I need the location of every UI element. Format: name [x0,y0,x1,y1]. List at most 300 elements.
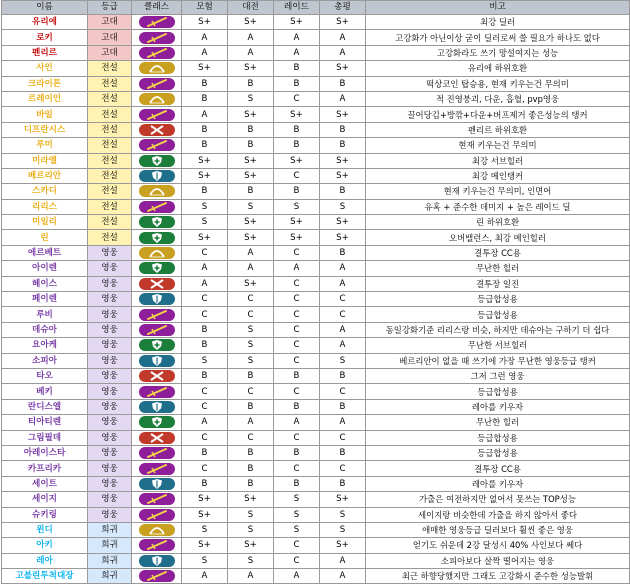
note: 끌어당김+방깎+다운+버프제거 좋은성능의 탱커 [366,107,630,122]
pvp-rating: B [228,184,274,199]
class-badge [139,16,175,28]
hero-class [132,476,182,491]
note: 유리에 하위호환 [366,61,630,76]
header-note: 비고 [366,1,630,15]
raid-rating: C [274,322,320,337]
adventure-rating: A [182,30,228,45]
hero-class [132,507,182,522]
hero-class [132,30,182,45]
hero-class [132,168,182,183]
overall-rating: A [320,553,366,568]
overall-rating: C [320,292,366,307]
adventure-rating: S [182,522,228,537]
hero-class [132,122,182,137]
hero-grade: 영웅 [88,292,132,307]
hero-name: 베키 [2,384,88,399]
class-badge [139,93,175,105]
adventure-rating: C [182,307,228,322]
hero-name: 로키 [2,30,88,45]
class-badge [139,232,175,244]
pvp-rating: S+ [228,276,274,291]
class-badge [139,555,175,567]
note: 린 하위호환 [366,215,630,230]
hero-grade: 전설 [88,230,132,245]
hero-name: 타오 [2,368,88,383]
pvp-rating: S+ [228,215,274,230]
pvp-rating: C [228,384,274,399]
note: 레아를 키우자 [366,399,630,414]
hero-name: 리리스 [2,199,88,214]
hero-grade: 고대 [88,30,132,45]
raid-rating: S+ [274,153,320,168]
class-badge [139,309,175,321]
raid-rating: S+ [274,15,320,30]
hero-name: 소피아 [2,353,88,368]
hero-class [132,338,182,353]
pvp-rating: A [228,30,274,45]
hero-name: 크라이튼 [2,76,88,91]
overall-rating: A [320,276,366,291]
overall-rating: S+ [320,107,366,122]
overall-rating: S+ [320,492,366,507]
pvp-rating: B [228,368,274,383]
class-badge [139,109,175,121]
note: 고강화라도 쓰기 망설여지는 성능 [366,45,630,60]
hero-grade: 영웅 [88,492,132,507]
overall-rating: S+ [320,153,366,168]
class-badge [139,478,175,490]
hero-name: 르레이인 [2,91,88,106]
pvp-rating: A [228,45,274,60]
table-row [2,553,630,568]
adventure-rating: A [182,45,228,60]
table-row [2,91,630,106]
table-row [2,215,630,230]
hero-class [132,230,182,245]
adventure-rating: A [182,107,228,122]
hero-class [132,399,182,414]
overall-rating: S [320,507,366,522]
raid-rating: B [274,138,320,153]
table-row [2,445,630,460]
pvp-rating: B [228,476,274,491]
hero-class [132,276,182,291]
class-badge [139,493,175,505]
raid-rating: B [274,399,320,414]
note: 최강 메인탱커 [366,168,630,183]
note: 무난한 서브힐러 [366,338,630,353]
table-row [2,138,630,153]
note: 그저 그런 영웅 [366,368,630,383]
adventure-rating: S+ [182,538,228,553]
hero-class [132,307,182,322]
table-row [2,45,630,60]
note: 적 진영붕괴, 다운, 흡혈, pvp영웅 [366,91,630,106]
overall-rating: B [320,445,366,460]
class-badge [139,386,175,398]
hero-class [132,445,182,460]
class-badge [139,185,175,197]
note: 떡상코인 탑승용, 현재 키우는건 무의미 [366,76,630,91]
class-badge [139,155,175,167]
class-badge [139,216,175,228]
note: 현재 키우는건 무의미, 인면어 [366,184,630,199]
note: 최근 하향당했지만 그래도 고강화시 준수한 성능발휘 [366,569,630,584]
overall-rating: B [320,138,366,153]
pvp-rating: B [228,399,274,414]
table-row [2,153,630,168]
table-row [2,184,630,199]
pvp-rating: S [228,553,274,568]
overall-rating: S+ [320,61,366,76]
overall-rating: C [320,384,366,399]
raid-rating: C [274,276,320,291]
class-badge [139,416,175,428]
adventure-rating: B [182,445,228,460]
adventure-rating: C [182,461,228,476]
raid-rating: S+ [274,107,320,122]
overall-rating: A [320,322,366,337]
hero-class [132,368,182,383]
note: 등급합성용 [366,384,630,399]
hero-name: 요아케 [2,338,88,353]
table-row [2,199,630,214]
overall-rating: A [320,91,366,106]
hero-name: 티아티렌 [2,415,88,430]
hero-name: 베르리안 [2,168,88,183]
hero-name: 카프리카 [2,461,88,476]
adventure-rating: C [182,430,228,445]
hero-grade: 희귀 [88,569,132,584]
adventure-rating: A [182,261,228,276]
table-row [2,384,630,399]
adventure-rating: B [182,322,228,337]
pvp-rating: S+ [228,492,274,507]
overall-rating: B [320,122,366,137]
pvp-rating: B [228,138,274,153]
hero-name: 헤이스 [2,276,88,291]
overall-rating: A [320,30,366,45]
hero-class [132,292,182,307]
class-badge [139,124,175,136]
hero-grade: 영웅 [88,399,132,414]
hero-grade: 영웅 [88,276,132,291]
hero-class [132,76,182,91]
hero-grade: 전설 [88,215,132,230]
note: 레아를 키우자 [366,476,630,491]
hero-name: 아레이스타 [2,445,88,460]
overall-rating: B [320,184,366,199]
pvp-rating: S+ [228,168,274,183]
note: 동일강화기준 리리스랑 비슷, 하지만 데슈아는 구하기 더 쉽다 [366,322,630,337]
table-row [2,507,630,522]
hero-name: 고블린투척대장 [2,569,88,584]
header-row [2,1,630,15]
hero-class [132,184,182,199]
table-row [2,492,630,507]
table-row [2,307,630,322]
hero-grade: 희귀 [88,553,132,568]
class-badge [139,32,175,44]
raid-rating: B [274,445,320,460]
hero-grade: 영웅 [88,338,132,353]
raid-rating: B [274,122,320,137]
adventure-rating: S [182,353,228,368]
hero-name: 아이렌 [2,261,88,276]
hero-class [132,569,182,584]
overall-rating: S+ [320,15,366,30]
hero-class [132,430,182,445]
raid-rating: B [274,61,320,76]
table-row [2,338,630,353]
hero-grade: 희귀 [88,538,132,553]
hero-grade: 영웅 [88,461,132,476]
raid-rating: A [274,569,320,584]
pvp-rating: S [228,507,274,522]
hero-name: 데슈아 [2,322,88,337]
adventure-rating: B [182,338,228,353]
overall-rating: A [320,569,366,584]
adventure-rating: B [182,91,228,106]
hero-grade: 희귀 [88,522,132,537]
raid-rating: C [274,384,320,399]
raid-rating: S [274,507,320,522]
note: 얻기도 쉬운데 2강 달성시 40% 사인보다 쎄다 [366,538,630,553]
table-row [2,353,630,368]
hero-class [132,45,182,60]
table-row [2,61,630,76]
pvp-rating: C [228,307,274,322]
overall-rating: C [320,461,366,476]
class-badge [139,401,175,413]
overall-rating: S+ [320,538,366,553]
adventure-rating: S+ [182,230,228,245]
overall-rating: B [320,245,366,260]
pvp-rating: B [228,461,274,476]
raid-rating: A [274,261,320,276]
adventure-rating: C [182,292,228,307]
overall-rating: S [320,199,366,214]
hero-class [132,353,182,368]
class-badge [139,324,175,336]
note: 등급합성용 [366,292,630,307]
hero-grade: 전설 [88,107,132,122]
hero-grade: 전설 [88,138,132,153]
pvp-rating: S [228,322,274,337]
adventure-rating: S [182,199,228,214]
hero-name: 린 [2,230,88,245]
hero-grade: 영웅 [88,445,132,460]
hero-class [132,384,182,399]
adventure-rating: S+ [182,492,228,507]
hero-class [132,461,182,476]
class-badge [139,447,175,459]
table-row [2,261,630,276]
pvp-rating: A [228,245,274,260]
pvp-rating: B [228,76,274,91]
table-row [2,368,630,383]
header-adventure: 모험 [182,1,228,15]
overall-rating: S+ [320,168,366,183]
raid-rating: A [274,45,320,60]
note: 가출은 여전하지만 없어서 못쓰는 TOP성능 [366,492,630,507]
raid-rating: C [274,307,320,322]
table-row [2,538,630,553]
header-name: 이름 [2,1,88,15]
raid-rating: C [274,338,320,353]
overall-rating: S+ [320,215,366,230]
class-badge [139,139,175,151]
note: 결투장 일진 [366,276,630,291]
hero-name: 디프란시스 [2,122,88,137]
note: 현재 키우는건 무의미 [366,138,630,153]
pvp-rating: C [228,430,274,445]
hero-class [132,415,182,430]
hero-class [132,538,182,553]
hero-name: 윈디 [2,522,88,537]
raid-rating: C [274,91,320,106]
pvp-rating: A [228,569,274,584]
overall-rating: B [320,76,366,91]
note: 등급합성용 [366,430,630,445]
overall-rating: A [320,338,366,353]
overall-rating: B [320,476,366,491]
adventure-rating: C [182,384,228,399]
pvp-rating: C [228,292,274,307]
hero-grade: 전설 [88,153,132,168]
raid-rating: C [274,168,320,183]
raid-rating: C [274,292,320,307]
adventure-rating: B [182,76,228,91]
class-badge [139,293,175,305]
overall-rating: S+ [320,230,366,245]
raid-rating: B [274,476,320,491]
table-row [2,292,630,307]
header-grade: 등급 [88,1,132,15]
hero-name: 바일 [2,107,88,122]
pvp-rating: S+ [228,153,274,168]
pvp-rating: S+ [228,107,274,122]
class-badge [139,509,175,521]
hero-class [132,245,182,260]
table-row [2,107,630,122]
raid-rating: C [274,461,320,476]
hero-class [132,322,182,337]
hero-tier-table [1,0,630,584]
hero-grade: 전설 [88,184,132,199]
raid-rating: C [274,538,320,553]
overall-rating: A [320,415,366,430]
class-badge [139,339,175,351]
table-row [2,15,630,30]
hero-class [132,138,182,153]
table-row [2,30,630,45]
header-overall: 총평 [320,1,366,15]
header-class: 클래스 [132,1,182,15]
raid-rating: B [274,368,320,383]
hero-grade: 고대 [88,15,132,30]
hero-name: 사인 [2,61,88,76]
pvp-rating: S [228,353,274,368]
hero-name: 유리에 [2,15,88,30]
note: 소피아보다 살짝 떨어지는 영웅 [366,553,630,568]
hero-class [132,107,182,122]
hero-name: 미라엘 [2,153,88,168]
note: 베르리안이 없을 때 쓰기에 가장 무난한 영웅등급 탱커 [366,353,630,368]
hero-grade: 영웅 [88,430,132,445]
raid-rating: S+ [274,215,320,230]
hero-class [132,199,182,214]
table-row [2,322,630,337]
raid-rating: S [274,492,320,507]
note: 등급합성용 [366,307,630,322]
overall-rating: S [320,353,366,368]
table-row [2,168,630,183]
adventure-rating: S+ [182,61,228,76]
adventure-rating: S+ [182,168,228,183]
hero-class [132,15,182,30]
adventure-rating: B [182,122,228,137]
raid-rating: B [274,76,320,91]
hero-grade: 영웅 [88,368,132,383]
table-row [2,276,630,291]
class-badge [139,570,175,582]
note: 최강 서브힐러 [366,153,630,168]
pvp-rating: B [228,445,274,460]
hero-name: 미일리 [2,215,88,230]
table-row [2,399,630,414]
hero-grade: 전설 [88,199,132,214]
class-badge [139,524,175,536]
pvp-rating: A [228,415,274,430]
hero-name: 루미 [2,138,88,153]
adventure-rating: A [182,415,228,430]
hero-grade: 전설 [88,76,132,91]
hero-name: 아키 [2,538,88,553]
note: 무난한 힐러 [366,415,630,430]
class-badge [139,370,175,382]
overall-rating: A [320,45,366,60]
class-badge [139,170,175,182]
note: 결투장 CC용 [366,245,630,260]
hero-grade: 전설 [88,61,132,76]
class-badge [139,432,175,444]
table-row [2,76,630,91]
table-row [2,461,630,476]
pvp-rating: S+ [228,230,274,245]
class-badge [139,78,175,90]
adventure-rating: B [182,184,228,199]
hero-grade: 영웅 [88,507,132,522]
adventure-rating: A [182,569,228,584]
hero-grade: 영웅 [88,322,132,337]
class-badge [139,539,175,551]
note: 세이지랑 비슷한데 가출을 하지 않아서 좋다 [366,507,630,522]
hero-name: 세이지 [2,492,88,507]
raid-rating: C [274,245,320,260]
raid-rating: A [274,30,320,45]
hero-class [132,61,182,76]
hero-name: 레아 [2,553,88,568]
hero-grade: 영웅 [88,261,132,276]
hero-class [132,492,182,507]
class-badge [139,355,175,367]
raid-rating: B [274,184,320,199]
adventure-rating: C [182,245,228,260]
raid-rating: A [274,415,320,430]
table-row [2,522,630,537]
header-pvp: 대전 [228,1,274,15]
